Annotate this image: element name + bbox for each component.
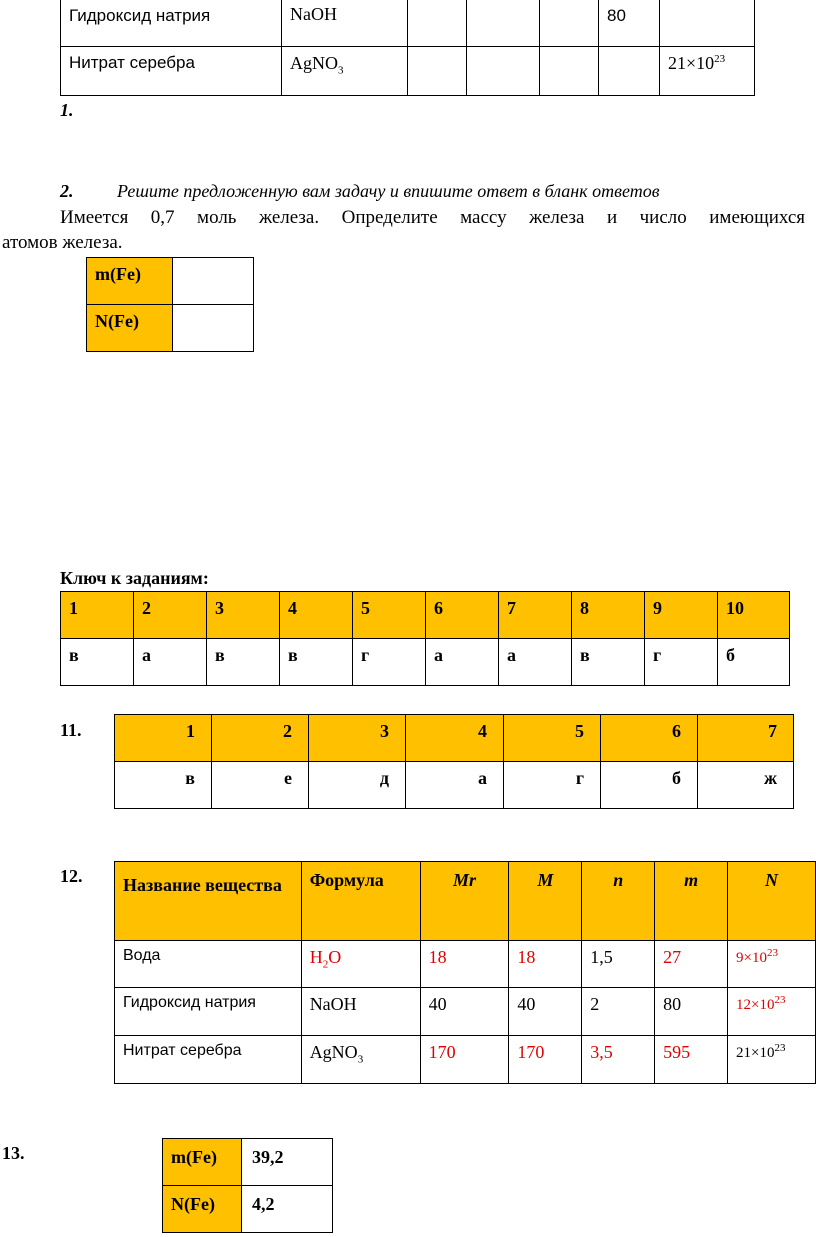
key-number: 5 — [353, 592, 426, 639]
task-12-table — [114, 861, 816, 1084]
task-11-answer-cell: г — [504, 762, 601, 809]
table-cell: 80 — [599, 0, 660, 47]
task-11-number-cell: 7 — [698, 715, 794, 762]
header-cell: M — [509, 862, 582, 941]
table-cell: NaOH — [301, 988, 420, 1036]
key-number: 7 — [499, 592, 572, 639]
table-cell — [467, 47, 540, 96]
key-answer: в — [572, 639, 645, 686]
task-11-answer-cell: а — [406, 762, 504, 809]
label-cell: N(Fe) — [163, 1186, 242, 1233]
table-cell — [467, 0, 540, 47]
label-cell: m(Fe) — [163, 1139, 242, 1186]
key-answer: в — [207, 639, 280, 686]
header-cell: Формула — [301, 862, 420, 941]
table-cell: Гидроксид натрия — [61, 0, 282, 47]
table-cell: 27 — [655, 941, 728, 988]
task-2-instruction: Решите предложенную вам задачу и впишите ответ в бланк ответов — [117, 181, 660, 201]
task-12-number: 12. — [60, 866, 83, 886]
task-11-answer-cell: е — [212, 762, 309, 809]
table-cell: 40 — [420, 988, 509, 1036]
task-11-number-cell: 4 — [406, 715, 504, 762]
table-cell: 40 — [509, 988, 582, 1036]
table-cell: Нитрат серебра — [61, 47, 282, 96]
key-title: Ключ к заданиям: — [60, 568, 209, 588]
table-cell: 595 — [655, 1036, 728, 1084]
key-answer: в — [280, 639, 353, 686]
header-cell: n — [582, 862, 655, 941]
key-answer: а — [426, 639, 499, 686]
task-2-answer-table — [86, 257, 254, 352]
table-cell: 18 — [420, 941, 509, 988]
table-cell: $H_2O$ — [301, 941, 420, 988]
task-11-number: 11. — [60, 720, 82, 740]
table-cell — [540, 47, 599, 96]
key-number: 1 — [61, 592, 134, 639]
key-number: 4 — [280, 592, 353, 639]
key-number: 9 — [645, 592, 718, 639]
table-cell — [599, 47, 660, 96]
key-number: 10 — [718, 592, 790, 639]
table-cell: $12\times 10^{23}$ — [728, 988, 816, 1036]
key-answer: г — [645, 639, 718, 686]
task-11-answer-cell: б — [601, 762, 698, 809]
table-cell — [660, 0, 755, 47]
task-11-table — [114, 714, 794, 809]
table-cell: NaOH — [282, 0, 408, 47]
table-cell: 170 — [420, 1036, 509, 1084]
table-cell: AgNO$_3$ — [282, 47, 408, 96]
table-cell: 170 — [509, 1036, 582, 1084]
key-answer: в — [61, 639, 134, 686]
task-11-number-cell: 1 — [115, 715, 212, 762]
table-cell: 3,5 — [582, 1036, 655, 1084]
table-cell: Вода — [115, 941, 302, 988]
task-13-table — [162, 1138, 333, 1233]
table-cell — [408, 47, 467, 96]
header-cell: N — [728, 862, 816, 941]
table-cell: $21\times 10^{23}$ — [728, 1036, 816, 1084]
task-11-answer-cell: ж — [698, 762, 794, 809]
value-cell: 4,2 — [242, 1186, 333, 1233]
key-answer: а — [499, 639, 572, 686]
key-answer: б — [718, 639, 790, 686]
value-cell: 39,2 — [242, 1139, 333, 1186]
task-13-number: 13. — [2, 1143, 25, 1163]
key-number: 6 — [426, 592, 499, 639]
key-answer: г — [353, 639, 426, 686]
table-cell — [540, 0, 599, 47]
header-cell: Mr — [420, 862, 509, 941]
header-cell: Название вещества — [115, 862, 302, 941]
task-11-number-cell: 3 — [309, 715, 406, 762]
key-number: 8 — [572, 592, 645, 639]
table-cell: $9\times 10^{23}$ — [728, 941, 816, 988]
task-11-number-cell: 2 — [212, 715, 309, 762]
answer-input-cell[interactable] — [173, 258, 254, 305]
table-cell: Нитрат серебра — [115, 1036, 302, 1084]
task-1-number: 1. — [60, 100, 74, 120]
task-11-answer-cell: в — [115, 762, 212, 809]
answer-input-cell[interactable] — [173, 305, 254, 352]
key-number: 2 — [134, 592, 207, 639]
table-cell: 2 — [582, 988, 655, 1036]
table-cell: 18 — [509, 941, 582, 988]
table-cell: 1,5 — [582, 941, 655, 988]
label-cell: m(Fe) — [87, 258, 173, 305]
table-cell: AgNO$_3$ — [301, 1036, 420, 1084]
top-table — [60, 0, 755, 96]
table-cell: Гидроксид натрия — [115, 988, 302, 1036]
table-cell: 80 — [655, 988, 728, 1036]
task-11-number-cell: 5 — [504, 715, 601, 762]
table-cell: $21\times 10^{23}$ — [660, 47, 755, 96]
key-table — [60, 591, 790, 686]
task-2-text-line1: Имеется 0,7 моль железа. Определите массу железа и число имеющихся — [60, 207, 805, 228]
table-cell — [408, 0, 467, 47]
task-11-number-cell: 6 — [601, 715, 698, 762]
label-cell: N(Fe) — [87, 305, 173, 352]
key-number: 3 — [207, 592, 280, 639]
task-11-answer-cell: д — [309, 762, 406, 809]
task-2-number: 2. — [60, 181, 74, 201]
key-answer: а — [134, 639, 207, 686]
task-2-text-line2: атомов железа. — [2, 232, 123, 253]
header-cell: m — [655, 862, 728, 941]
